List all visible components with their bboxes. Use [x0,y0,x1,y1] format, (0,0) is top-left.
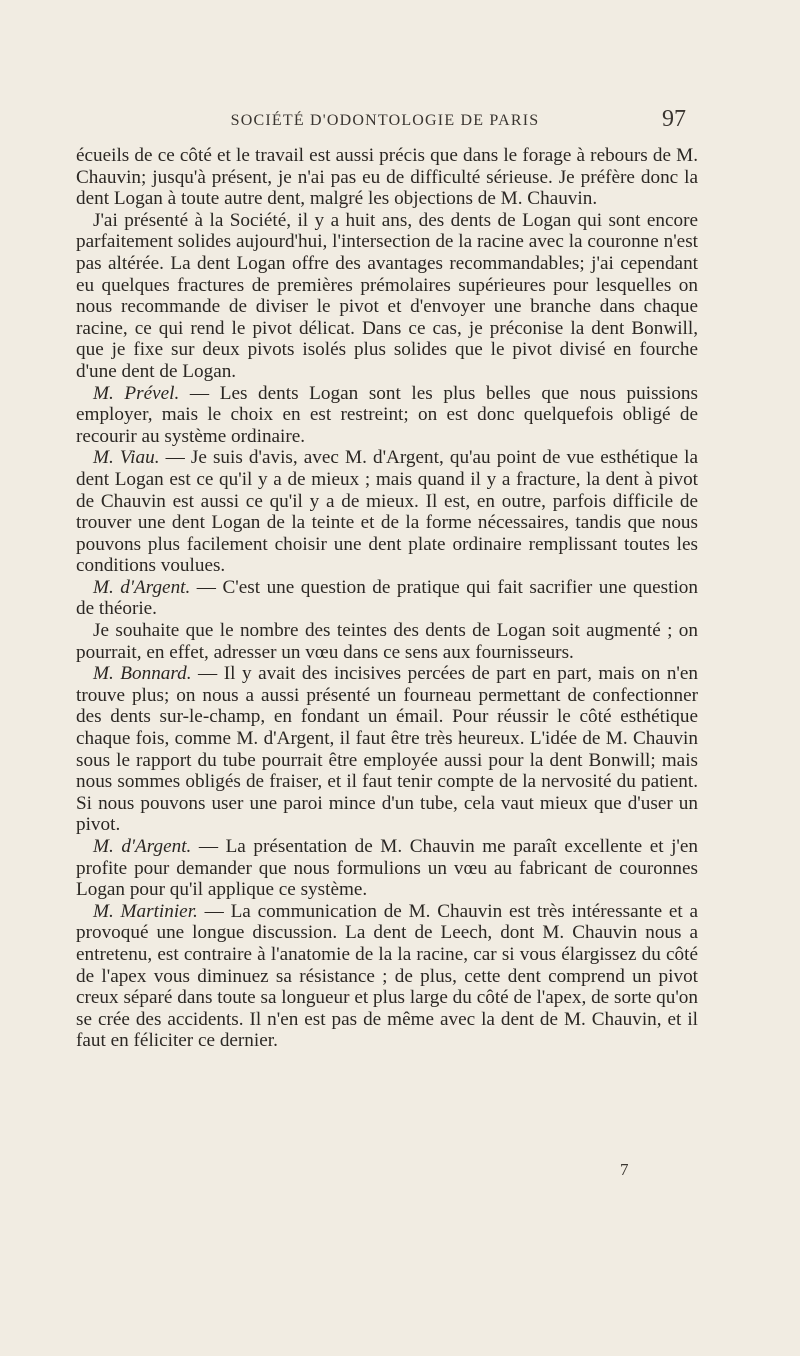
paragraph-text: — C'est une question de pratique qui fait sacrifier une question de théorie. [76,576,698,620]
speaker-name: M. d'Argent. [93,576,191,598]
paragraph [76,663,698,836]
paragraph [76,210,698,383]
paragraph [76,145,698,210]
paragraph [76,620,698,663]
paragraph-text: — Je suis d'avis, avec M. d'Argent, qu'au point de vue esthétique la dent Logan est ce qu'il y a de mieux ; mais quand il y a fracture, la dent à pivot de Chauvin est aussi ce qu'il y a de mieux. Il est, en outre, parfois difficile de trouver une dent Logan de la teinte et de la forme nécessaires, tandis que nous pouvons plus facilement choisir une dent plate ordinaire remplissant toutes les conditions voulues. [76,447,698,577]
paragraph-text: — Les dents Logan sont les plus belles que nous puissions employer, mais le choix en est restreint; on est donc quelquefois obligé de recourir au système ordinaire. [76,382,698,447]
page-number: 97 [662,106,686,132]
speaker-name: M. d'Argent. [93,836,192,857]
running-title: SOCIÉTÉ D'ODONTOLOGIE DE PARIS [230,112,540,129]
paragraph [76,447,698,577]
signature-mark: 7 [620,1160,629,1179]
speaker-name: M. Bonnard. [93,663,192,685]
paragraph-text: — La communication de M. Chauvin est très intéressante et a provoqué une longue discussion. La dent de Leech, dont M. Chauvin nous a entretenu, est contraire à l'anatomie de la la racine, car si vous élargissez du côté de l'apex vous diminuez sa résistance ; de plus, cette dent comprend un pivot creux séparé dans toute sa longueur et plus large du côté de l'apex, de sorte qu'on se crée des accidents. Il n'en est pas de même avec la dent de M. Chauvin, et il faut en féliciter ce dernier. [76,900,698,1052]
paragraph-text: — La présentation de M. Chauvin me paraît excellente et j'en profite pour demander que nous formulions un vœu au fabricant de couronnes Logan pour qu'il applique ce système. [76,836,698,901]
running-head [76,106,694,136]
paragraph-text: — Il y avait des incisives percées de part en part, mais on n'en trouve plus; on nous a aussi présenté un fourneau permettant de confectionner des dents sur-le-champ, en fondant un émail. Pour réussir le côté esthétique chaque fois, comme M. d'Argent, il faut être très heureux. L'idée de M. Chauvin sous le rapport du tube pourrait être employée aussi pour la dent Bonwill; mais nous sommes obligés de fraiser, et il faut tenir compte de la nervosité du patient. Si nous pouvons user une paroi mince d'un tube, cela vaut mieux que d'user un pivot. [76,663,699,836]
paragraph-text: écueils de ce côté et le travail est aussi précis que dans le forage à rebours de M. Chauvin; jusqu'à présent, je n'ai pas eu de difficulté sérieuse. Je préfère donc la dent Logan à toute autre dent, malgré les objections de M. Chauvin. [76,145,698,210]
paragraph [76,836,698,901]
paragraph-text: Je souhaite que le nombre des teintes des dents de Logan soit augmenté ; on pourrait, en effet, adresser un vœu dans ce sens aux fournisseurs. [76,620,698,663]
speaker-name: M. Prével. [93,382,180,404]
body-text [76,145,698,1052]
speaker-name: M. Martinier. [93,900,198,922]
paragraph [76,383,698,448]
paragraph [76,901,698,1052]
speaker-name: M. Viau. [93,447,160,469]
paragraph [76,577,698,620]
paragraph-text: J'ai présenté à la Société, il y a huit ans, des dents de Logan qui sont encore parfaitement solides aujourd'hui, l'intersection de la racine avec la couronne n'est pas altérée. La dent Logan offre des avantages recommandables; j'ai cependant eu quelques fractures de premières prémolaires supérieures pour lesquelles on nous recommande de diviser le pivot et d'envoyer une branche dans chaque racine, ce qui rend le pivot délicat. Dans ce cas, je préconise la dent Bonwill, que je fixe sur deux pivots isolés plus solides que le pivot divisé en fourche d'une dent de Logan. [76,209,698,382]
